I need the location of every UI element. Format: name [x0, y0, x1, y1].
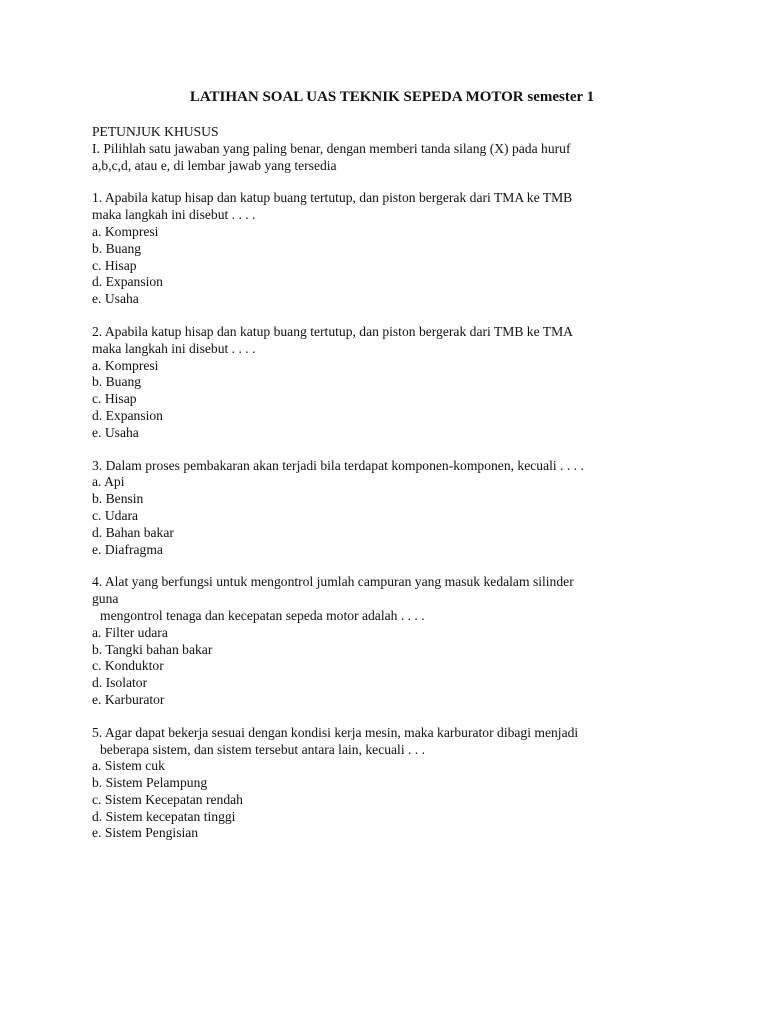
answer-option: b. Bensin [92, 491, 144, 507]
answer-option: b. Sistem Pelampung [92, 775, 208, 791]
question-stem: maka langkah ini disebut . . . . [92, 207, 256, 223]
answer-option: c. Hisap [92, 391, 137, 407]
answer-option: e. Diafragma [92, 541, 163, 557]
instructions-line: I. Pilihlah satu jawaban yang paling benar, dengan memberi tanda silang (X) pada huruf [92, 140, 571, 156]
answer-option: c. Sistem Kecepatan rendah [92, 791, 243, 807]
answer-option: c. Udara [92, 507, 139, 523]
answer-option: e. Usaha [92, 291, 139, 307]
answer-option: a. Kompresi [92, 223, 159, 239]
answer-option: e. Usaha [92, 424, 139, 440]
document-title: LATIHAN SOAL UAS TEKNIK SEPEDA MOTOR semester 1 [189, 89, 595, 105]
answer-option: b. Buang [92, 240, 142, 256]
question-stem: 1. Apabila katup hisap dan katup buang tertutup, dan piston bergerak dari TMA ke TMB [92, 190, 573, 206]
question-stem: 2. Apabila katup hisap dan katup buang tertutup, dan piston bergerak dari TMB ke TMA [92, 323, 573, 339]
answer-option: a. Kompresi [92, 357, 159, 373]
question-stem: beberapa sistem, dan sistem tersebut antara lain, kecuali . . . [100, 741, 426, 757]
question-stem: guna [92, 591, 119, 607]
answer-option: d. Expansion [92, 274, 163, 290]
question-stem: mengontrol tenaga dan kecepatan sepeda motor adalah . . . . [100, 607, 425, 623]
question-5 [92, 725, 692, 843]
instructions-block [92, 124, 692, 174]
question-2 [92, 324, 692, 442]
answer-option: a. Api [92, 474, 125, 490]
answer-option: d. Expansion [92, 407, 163, 423]
document-page [92, 88, 692, 858]
question-stem: 3. Dalam proses pembakaran akan terjadi bila terdapat komponen-komponen, kecuali . . . . [92, 457, 584, 473]
instructions-line: a,b,c,d, atau e, di lembar jawab yang tersedia [92, 157, 337, 173]
question-3 [92, 458, 692, 559]
answer-option: a. Sistem cuk [92, 758, 165, 774]
question-stem: maka langkah ini disebut . . . . [92, 340, 256, 356]
question-stem: 5. Agar dapat bekerja sesuai dengan kondisi kerja mesin, maka karburator dibagi menjadi [92, 724, 579, 740]
answer-option: b. Buang [92, 374, 142, 390]
instructions-heading: PETUNJUK KHUSUS [92, 124, 219, 139]
answer-option: c. Konduktor [92, 658, 164, 674]
answer-option: b. Tangki bahan bakar [92, 641, 213, 657]
answer-option: c. Hisap [92, 257, 137, 273]
answer-option: d. Sistem kecepatan tinggi [92, 808, 236, 824]
answer-option: e. Karburator [92, 691, 165, 707]
answer-option: d. Isolator [92, 675, 148, 691]
question-stem: 4. Alat yang berfungsi untuk mengontrol jumlah campuran yang masuk kedalam silinder [92, 574, 574, 590]
answer-option: e. Sistem Pengisian [92, 825, 199, 841]
answer-option: d. Bahan bakar [92, 524, 174, 540]
question-1 [92, 190, 692, 308]
answer-option: a. Filter udara [92, 624, 168, 640]
question-4 [92, 574, 692, 708]
